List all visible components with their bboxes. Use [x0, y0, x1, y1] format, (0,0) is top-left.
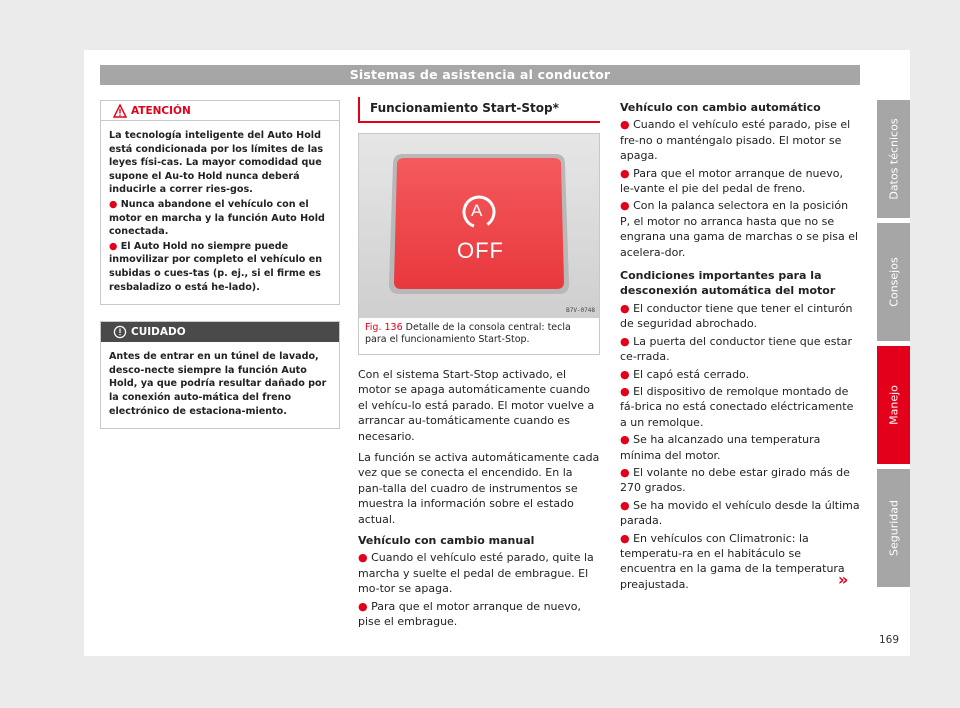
start-stop-button-illustration	[359, 134, 599, 318]
warning-intro: La tecnología inteligente del Auto Hold está condicionada por los límites de las leyes físi-cas. La mayor comodidad que supone el Au-to Hold nunca deberá inducirle a correr ries-gos.	[109, 130, 324, 196]
middle-column	[358, 97, 600, 632]
list-item: ● Con la palanca selectora en la posición P, el motor no arranca hasta que no se engrana una gama de marchas o se pisa el acelera-dor.	[620, 199, 859, 259]
figure-caption	[359, 318, 599, 354]
bullet-icon: ●	[358, 551, 372, 565]
figure-136	[358, 133, 600, 355]
list-item: ● El capó está cerrado.	[620, 367, 750, 381]
list-item: ● El conductor tiene que tener el cinturón de seguridad abrochado.	[620, 301, 853, 331]
bullet-icon: ●	[620, 465, 634, 479]
right-column	[620, 100, 860, 594]
bullet-icon: ●	[620, 433, 634, 447]
caution-header	[101, 322, 339, 342]
paragraph: La función se activa automáticamente cada vez que se conecta el encendido. En la pan-talla del cuadro de instrumentos se muestra la información sobre el estado actual.	[358, 451, 600, 526]
warning-item: ● Nunca abandone el vehículo con el motor en marcha y la función Auto Hold conectada.	[109, 198, 325, 238]
warning-item: ● El Auto Hold no siempre puede inmovilizar por completo el vehículo en subidas o cues-tas (p. ej., si el firme es resbaladizo o está he-lado).	[109, 240, 323, 293]
section-title: Funcionamiento Start-Stop*	[358, 97, 600, 123]
chapter-tabs	[877, 100, 910, 592]
bullet-icon: ●	[620, 367, 634, 381]
subheading-conditions: Condiciones importantes para la desconexión automática del motor	[620, 269, 836, 298]
tab-manejo[interactable]: Manejo	[877, 346, 910, 464]
bullet-icon: ●	[620, 334, 634, 348]
warning-box	[100, 100, 340, 305]
bullet-icon: ●	[620, 118, 634, 132]
figure-image	[359, 134, 599, 318]
list-item: ● El dispositivo de remolque montado de fá-brica no está conectado eléctricamente a un remolque.	[620, 384, 854, 429]
list-item: ● La puerta del conductor tiene que estar ce-rrada.	[620, 334, 853, 364]
list-item: ● Para que el motor arranque de nuevo, pise el embrague.	[358, 599, 582, 629]
bullet-icon: ●	[620, 199, 634, 213]
button-off-label: OFF	[457, 238, 504, 263]
tab-consejos[interactable]: Consejos	[877, 223, 910, 341]
page-number: 169	[879, 634, 900, 646]
left-column	[100, 100, 340, 445]
warning-header	[101, 101, 339, 121]
tab-seguridad[interactable]: Seguridad	[877, 469, 910, 587]
caution-box	[100, 321, 340, 429]
page-header: Sistemas de asistencia al conductor	[100, 65, 860, 85]
list-item: ● Se ha movido el vehículo desde la última parada.	[620, 498, 860, 528]
caution-text: Antes de entrar en un túnel de lavado, desco-necte siempre la función Auto Hold, ya que podría resultar dañado por la conexión auto-mática del freno electrónico de estaciona-miento.	[109, 351, 327, 417]
warning-body	[101, 121, 339, 304]
list-item: ● Cuando el vehículo esté parado, quite la marcha y suelte el pedal de embrague. El mo-tor se apaga.	[358, 551, 594, 596]
bullet-icon: ●	[620, 301, 634, 315]
list-item: ● Se ha alcanzado una temperatura mínima del motor.	[620, 433, 821, 462]
tab-datos-tecnicos[interactable]: Datos técnicos	[877, 100, 910, 218]
bullet-icon: ●	[109, 240, 121, 252]
subheading-manual: Vehículo con cambio manual	[358, 534, 535, 548]
bullet-icon: ●	[620, 531, 634, 545]
list-item: ● En vehículos con Climatronic: la temperatu-ra en el habitáculo se encuentra en la gama de la temperatura preajustada.	[620, 531, 845, 591]
bullet-icon: ●	[358, 599, 372, 613]
bullet-icon: ●	[620, 384, 634, 398]
button-symbol: A	[471, 201, 483, 220]
list-item: ● Para que el motor arranque de nuevo, le-vante el pie del pedal de freno.	[620, 166, 844, 196]
subheading-automatic: Vehículo con cambio automático	[620, 101, 821, 114]
bullet-icon: ●	[109, 198, 121, 210]
figure-code: B7V-0748	[566, 307, 595, 314]
bullet-icon: ●	[620, 166, 634, 180]
bullet-icon: ●	[620, 498, 634, 512]
list-item: ● El volante no debe estar girado más de 270 grados.	[620, 465, 850, 495]
warning-title: ATENCIÓN	[131, 105, 191, 117]
info-circle-icon	[113, 325, 127, 339]
caution-body	[101, 342, 339, 428]
warning-triangle-icon	[113, 104, 127, 118]
caution-title: CUIDADO	[131, 326, 186, 339]
list-item: ● Cuando el vehículo esté parado, pise el fre-no o manténgalo pisado. El motor se apaga.	[620, 118, 851, 163]
figure-caption-text: Detalle de la consola central: tecla para el funcionamiento Start-Stop.	[365, 322, 571, 345]
middle-text	[358, 367, 600, 630]
paragraph: Con el sistema Start-Stop activado, el motor se apaga automáticamente cuando el vehícu-lo está parado. El motor vuelve a arrancar au-tomáticamente cuando es necesario.	[358, 368, 595, 443]
figure-number: Fig. 136	[365, 322, 403, 333]
continue-arrow-icon: »	[838, 570, 849, 589]
